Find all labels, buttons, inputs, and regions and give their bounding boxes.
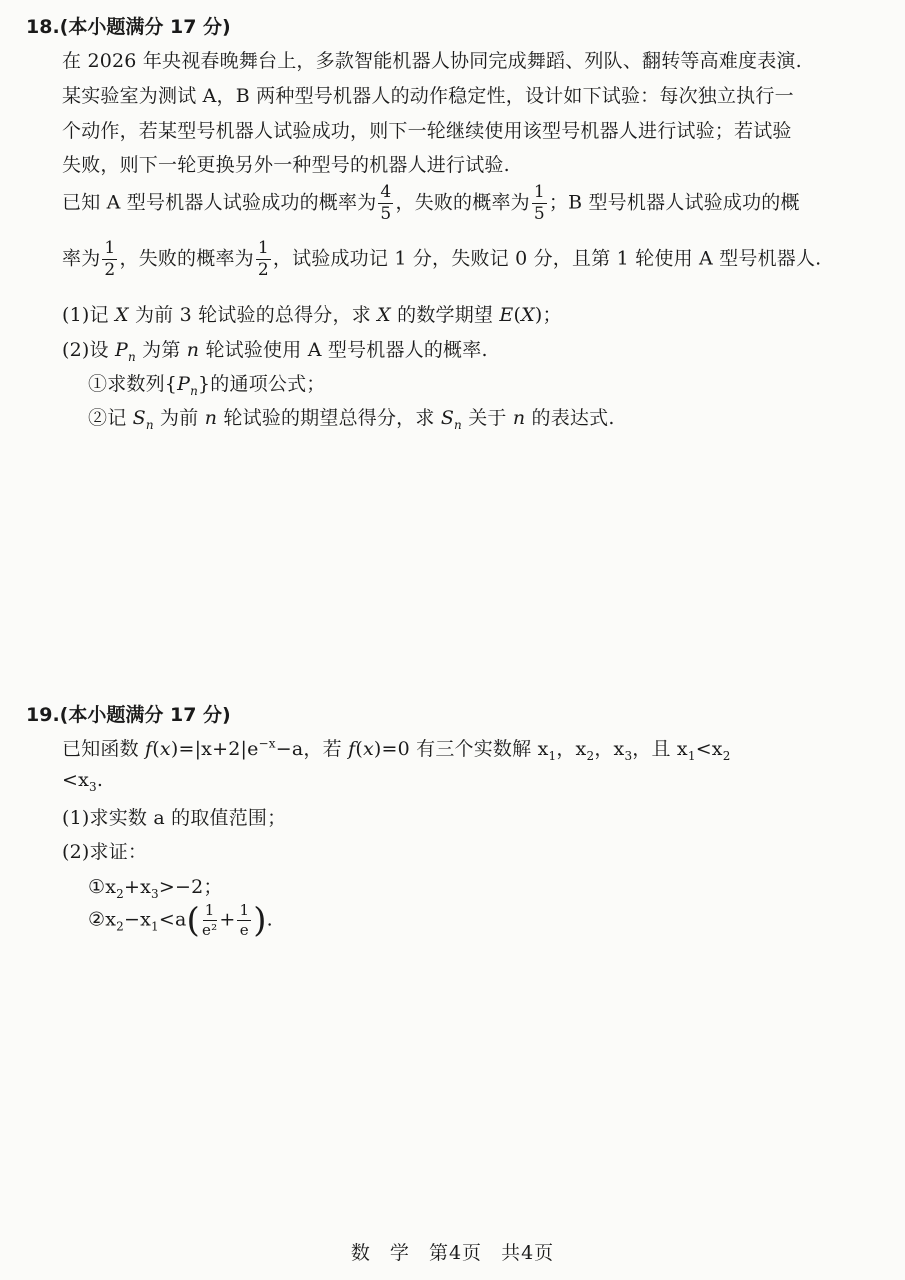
q19-subpart-1: $①x_2+x_3>-2$； <box>88 876 223 901</box>
q18-line-4: 失败，则下一轮更换另外一种型号的机器人进行试验. <box>62 154 510 176</box>
problem-score: (本小题满分 17 分) <box>59 16 231 38</box>
q18-line-2: 某实验室为测试 A，B 两种型号机器人的动作稳定性，设计如下试验：每次独立执行一 <box>62 85 794 107</box>
problem-18-header <box>26 12 231 39</box>
q18-part-2: (2)设 $P_n$ 为第 n 轮试验使用 A 型号机器人的概率. <box>62 339 488 364</box>
fraction-1-2-b: $\frac{1}{2}$ <box>257 238 269 280</box>
fraction-1-e2: $\frac{1}{\text{e²}}$ <box>202 901 218 939</box>
footer-total-pages: 共4页 <box>501 1242 555 1264</box>
fraction-1-e: $\frac{1}{e}$ <box>239 901 250 939</box>
q19-subpart-2: $②x_2-x_1<a$( $\frac{1}{\text{e²}}$ + $\frac{1}{e}$ ). <box>88 900 273 941</box>
q18-subpart-1: ①求数列$\{P_n\}$的通项公式； <box>88 373 326 398</box>
q19-line-2: $<x_3$. <box>62 769 104 794</box>
footer-subject-1: 数 <box>350 1242 371 1264</box>
q19-part-2: (2)求证： <box>62 841 148 863</box>
problem-19-header <box>26 700 231 727</box>
q18-line-5: 已知 A 型号机器人试验成功的概率为 $\frac{4}{5}$ ，失败的概率为 $\frac{1}{5}$ ；B 型号机器人试验成功的概 <box>62 182 800 224</box>
q18-subpart-2: ②记 $S_n$ 为前 n 轮试验的期望总得分，求 $S_n$ 关于 n 的表达式. <box>88 407 615 432</box>
footer-subject-2: 学 <box>389 1242 410 1264</box>
problem-score: (本小题满分 17 分) <box>59 704 231 726</box>
q19-line-1: 已知函数 $f(x)=|x+2|e^{-x}-a$，若 f(x)=0 有三个实数解 $x_1$，$x_2$，$x_3$，且 $x_1<x_2$ <box>62 736 731 763</box>
q18-part-1: (1)记 X 为前 3 轮试验的总得分，求 X 的数学期望 E(X)； <box>62 304 562 326</box>
fraction-1-5: $\frac{1}{5}$ <box>533 182 545 224</box>
q18-line-6: 率为 $\frac{1}{2}$ ，失败的概率为 $\frac{1}{2}$ ，试验成功记 1 分，失败记 0 分，且第 1 轮使用 A 型号机器人. <box>62 238 822 280</box>
q18-line-3: 个动作，若某型号机器人试验成功，则下一轮继续使用该型号机器人进行试验；若试验 <box>62 120 792 142</box>
q18-line-1: 在 2026 年央视春晚舞台上，多款智能机器人协同完成舞蹈、列队、翻转等高难度表演. <box>62 50 802 72</box>
page-footer <box>0 1238 905 1265</box>
problem-number: 19. <box>26 704 60 726</box>
fraction-4-5: $\frac{4}{5}$ <box>380 182 392 224</box>
fraction-1-2-a: $\frac{1}{2}$ <box>104 238 116 280</box>
footer-page-number: 第4页 <box>428 1242 483 1264</box>
q19-part-1: (1)求实数 a 的取值范围； <box>62 807 287 829</box>
problem-number: 18. <box>26 16 60 38</box>
